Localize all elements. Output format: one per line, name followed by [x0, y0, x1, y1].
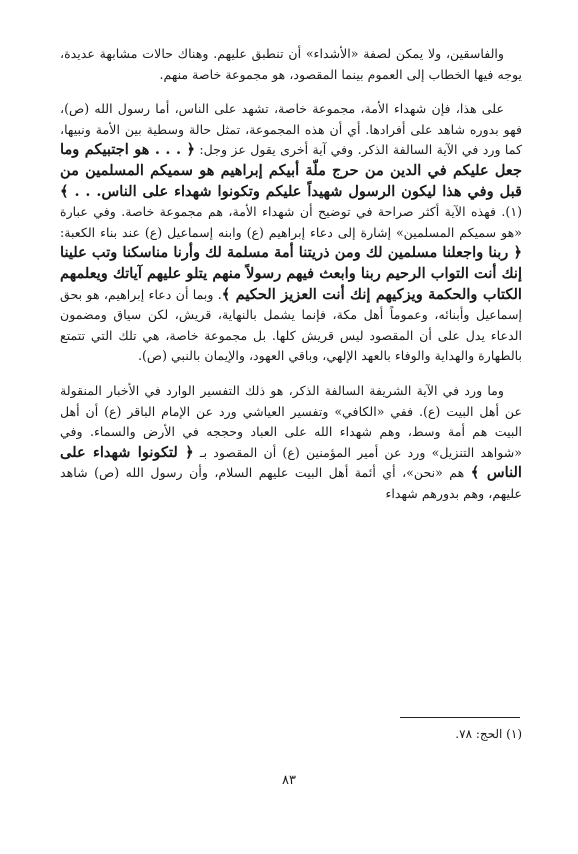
paragraph-text: على هذا، فإن شهداء الأمة، مجموعة خاصة، تشهد على الناس، أما رسول الله (ص)، فهو بدوره شاهد على أفرادها. أي أن هذه المجموعة، تمثل حالة وسطية بين الأمة ونبيها، كما ورد في الآية السالفة الذكر. وفي آية أخرى يقول عز وجل:: [60, 101, 522, 158]
paragraph-text: وما ورد في الآية الشريفة السالفة الذكر، هو ذلك التفسير الوارد في الأخبار المنقولة عن أهل البيت (ع). ففي «الكافي» وتفسير العياشي ورد عن الإمام الباقر (ع) أن أهل البيت هم أمة وسط، وهم شهداء الله على العباد وحججه في الأرض والسماء. وفي «شواهد التنزيل» ورد عن أمير المؤمنين (ع) أن المقصود بـ: [60, 382, 522, 460]
paragraph-text: هم «نحن»، أي أئمة أهل البيت عليهم السلام، وأن رسول الله (ص) شاهد عليهم، وهم بدورهم شهداء: [60, 465, 522, 501]
quran-verse: ﴿ ربنا واجعلنا مسلمين لك ومن ذريتنا أمة مسلمة لك وأرنا مناسكنا وتب علينا إنك أنت التواب الرحيم ربنا وابعث فيهم رسولاً منهم يتلو عليهم آياتك ويعلمهم الكتاب والحكمة ويزكيهم إنك أنت العزيز الحكيم ﴾: [60, 244, 522, 303]
footnote: (١) الحج: ٧٨.: [455, 727, 522, 741]
quran-verse: ﴿ . . . هو اجتبيكم وما جعل عليكم في الدين من حرج ملّة أبيكم إبراهيم هو سميكم المسلمين من قبل وفي هذا ليكون الرسول شهيداً عليكم وتكونوا شهداء على الناس. . . ﴾: [60, 141, 522, 200]
quran-verse: ﴿ لتكونوا شهداء على الناس ﴾: [60, 443, 522, 482]
footnote-divider: [400, 717, 520, 718]
paragraph-text: . وبما أن دعاء إبراهيم، هو بحق إسماعيل وأبنائه، وعموماً أهل مكة، فإنما يشمل بالنهاية، قريش، لكن سياق ومضمون الدعاء يدل على أن المقصود ليس قريش كلها. بل مجموعة خاصة، هي تلك التي تتمتع بالطهارة والهداية والوفاء بالعهد الإلهي، وباقي العهود، والإيمان بالنبي (ص).: [60, 286, 522, 364]
paragraph: [60, 381, 522, 505]
paragraph: [60, 99, 522, 367]
paragraph: [60, 44, 522, 85]
paragraph-text: (١). فهذه الآية أكثر صراحة في توضيح أن شهداء الأمة، هم مجموعة خاصة. وفي عبارة «هو سميكم المسلمين» إشارة إلى دعاء إبراهيم (ع) وابنه إسماعيل (ع) عند بناء الكعبة:: [60, 204, 522, 240]
body-text: [60, 44, 522, 504]
page-number: ٨٣: [282, 773, 296, 788]
paragraph-text: والفاسقين، ولا يمكن لصفة «الأشداء» أن تنطبق عليهم. وهناك حالات مشابهة عديدة، يوجه فيها الخطاب إلى العموم بينما المقصود، هو مجموعة خاصة منهم.: [60, 46, 522, 82]
